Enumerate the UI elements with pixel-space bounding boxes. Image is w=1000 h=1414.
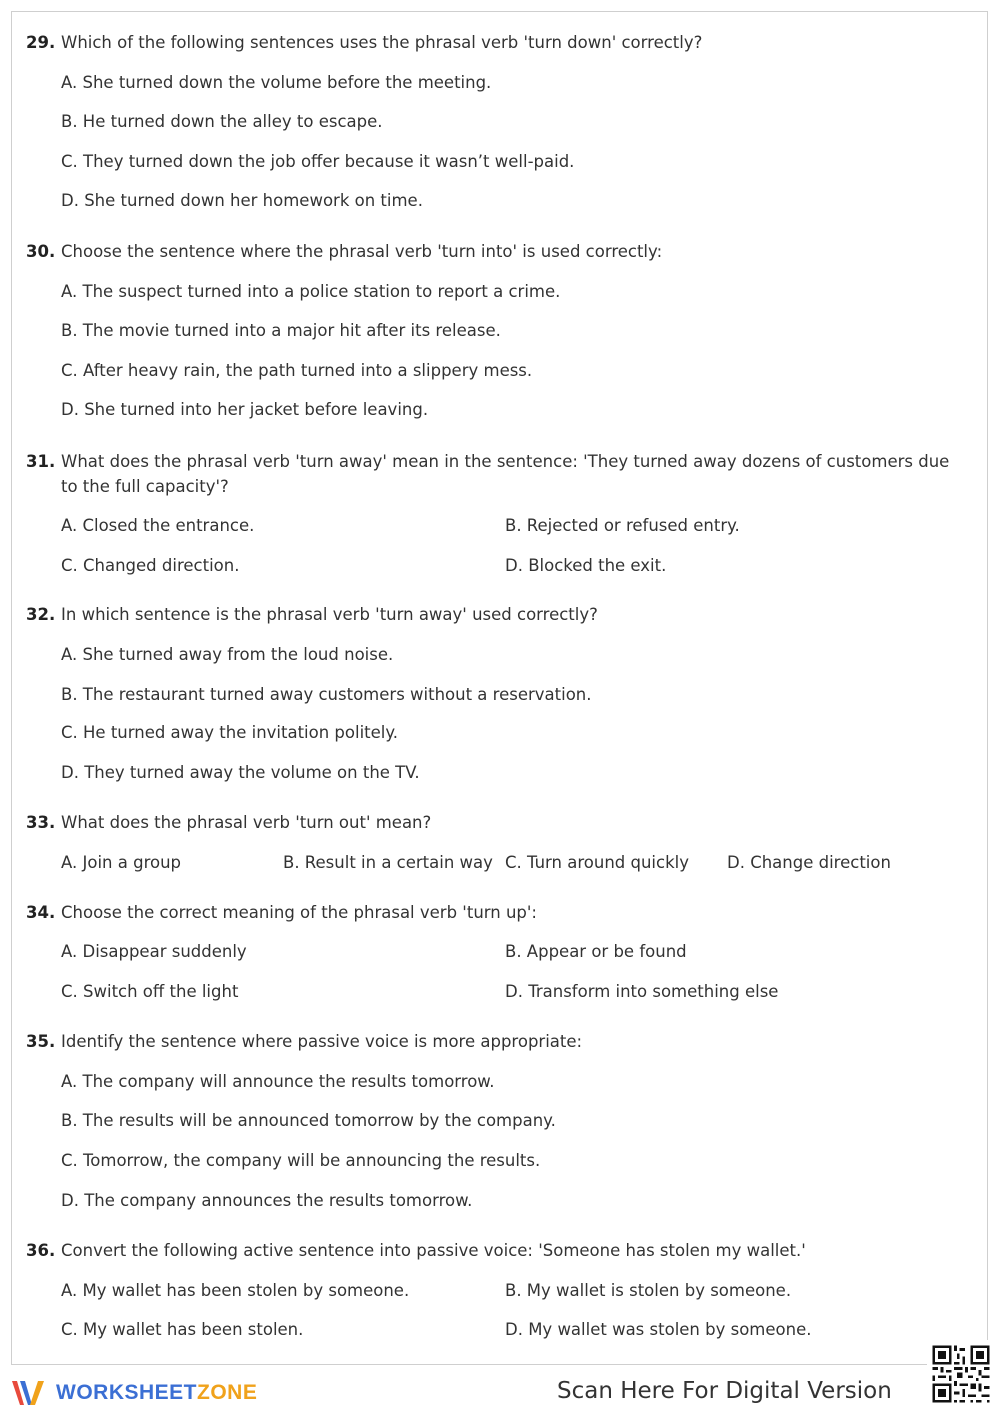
option-c: C. Switch off the light xyxy=(61,982,239,1001)
question-36 xyxy=(26,1238,956,1343)
option-b: B. The results will be announced tomorrow by the company. xyxy=(61,1111,556,1130)
scan-caption: Scan Here For Digital Version xyxy=(557,1378,892,1404)
option-b: B. My wallet is stolen by someone. xyxy=(505,1281,792,1300)
option-c: C. He turned away the invitation politely. xyxy=(61,723,399,742)
option-d: D. My wallet was stolen by someone. xyxy=(505,1320,812,1339)
option-c: C. They turned down the job offer because it wasn’t well-paid. xyxy=(61,152,575,171)
option-c: C. My wallet has been stolen. xyxy=(61,1320,304,1339)
option-c: C. Changed direction. xyxy=(61,556,240,575)
question-text: Identify the sentence where passive voice is more appropriate: xyxy=(61,1032,583,1051)
question-number: 34. xyxy=(26,903,56,922)
option-a: A. She turned down the volume before the meeting. xyxy=(61,73,492,92)
option-d: D. Transform into something else xyxy=(505,982,779,1001)
question-text: Convert the following active sentence into passive voice: 'Someone has stolen my wallet.' xyxy=(61,1241,806,1260)
question-text: Which of the following sentences uses the phrasal verb 'turn down' correctly? xyxy=(61,33,703,52)
question-number: 33. xyxy=(26,813,56,832)
question-35 xyxy=(26,1029,956,1214)
option-a: A. Closed the entrance. xyxy=(61,516,255,535)
option-a: A. She turned away from the loud noise. xyxy=(61,645,394,664)
question-number: 32. xyxy=(26,605,56,624)
question-text: What does the phrasal verb 'turn out' mean? xyxy=(61,813,432,832)
logo-word-worksheet: WORKSHEET xyxy=(56,1381,197,1404)
option-c: C. After heavy rain, the path turned into a slippery mess. xyxy=(61,361,533,380)
question-number: 30. xyxy=(26,242,56,261)
qr-code-icon[interactable] xyxy=(927,1340,995,1408)
logo-word-zone: ZONE xyxy=(197,1381,258,1404)
option-b: B. Appear or be found xyxy=(505,942,687,961)
option-a: A. My wallet has been stolen by someone. xyxy=(61,1281,410,1300)
option-a: A. The company will announce the results tomorrow. xyxy=(61,1072,495,1091)
question-34 xyxy=(26,900,956,1005)
question-text: What does the phrasal verb 'turn away' mean in the sentence: 'They turned away dozens of customers due to the full capacity'? xyxy=(61,452,950,496)
question-29 xyxy=(26,30,956,215)
option-d: D. Change direction xyxy=(727,853,891,872)
question-number: 35. xyxy=(26,1032,56,1051)
option-d: D. Blocked the exit. xyxy=(505,556,667,575)
option-c: C. Turn around quickly xyxy=(505,853,689,872)
option-b: B. The restaurant turned away customers without a reservation. xyxy=(61,685,592,704)
option-a: A. The suspect turned into a police station to report a crime. xyxy=(61,282,561,301)
option-a: A. Join a group xyxy=(61,853,182,872)
worksheetzone-logo[interactable] xyxy=(10,1377,257,1409)
option-b: B. Result in a certain way xyxy=(283,853,493,872)
question-32 xyxy=(26,602,956,787)
option-a: A. Disappear suddenly xyxy=(61,942,247,961)
option-d: D. They turned away the volume on the TV. xyxy=(61,763,420,782)
option-d: D. She turned into her jacket before leaving. xyxy=(61,400,429,419)
option-d: D. The company announces the results tomorrow. xyxy=(61,1191,473,1210)
question-31 xyxy=(26,449,956,579)
option-b: B. He turned down the alley to escape. xyxy=(61,112,383,131)
option-c: C. Tomorrow, the company will be announcing the results. xyxy=(61,1151,541,1170)
w-logo-icon xyxy=(10,1377,50,1409)
option-b: B. Rejected or refused entry. xyxy=(505,516,740,535)
question-number: 36. xyxy=(26,1241,56,1260)
question-text: Choose the correct meaning of the phrasal verb 'turn up': xyxy=(61,903,537,922)
question-number: 29. xyxy=(26,33,56,52)
option-b: B. The movie turned into a major hit after its release. xyxy=(61,321,501,340)
question-text: In which sentence is the phrasal verb 'turn away' used correctly? xyxy=(61,605,598,624)
question-text: Choose the sentence where the phrasal verb 'turn into' is used correctly: xyxy=(61,242,663,261)
question-30 xyxy=(26,239,956,424)
option-d: D. She turned down her homework on time. xyxy=(61,191,423,210)
question-33 xyxy=(26,810,956,875)
question-number: 31. xyxy=(26,452,56,471)
